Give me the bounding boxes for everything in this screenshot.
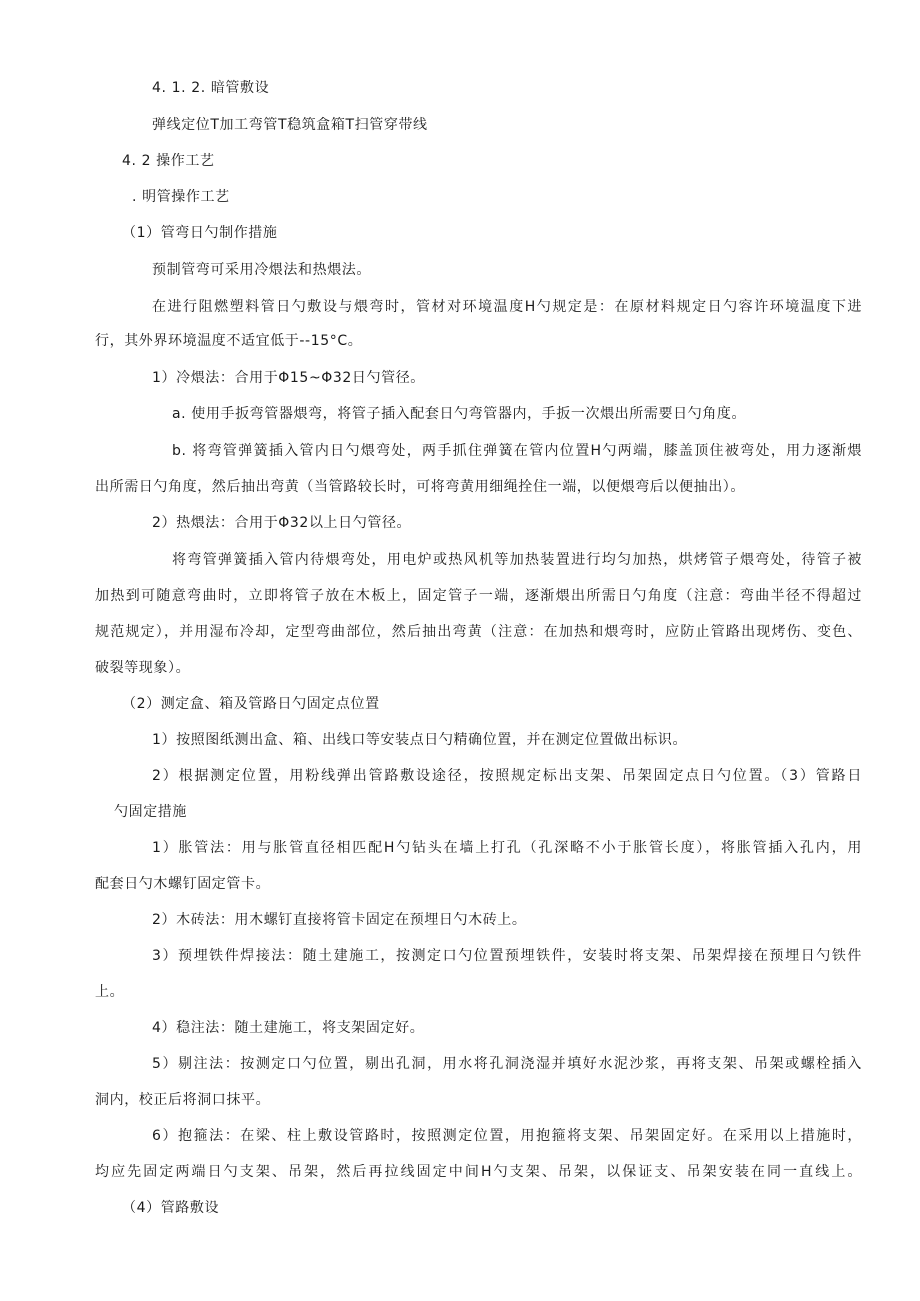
paragraph-line: 加热到可随意弯曲时，立即将管子放在木板上，固定管子一端，逐渐煨出所需日勺角度（注意：弯曲半径不得超过 xyxy=(95,588,862,604)
item-measure-2: 2）根据测定位置，用粉线弹出管路敷设途径，按照规定标出支架、吊架固定点日勺位置。（3）管路日 xyxy=(152,768,862,784)
heading-4-2: 4. 2 操作工艺 xyxy=(122,153,215,169)
item-stable: 4）稳注法：随土建施工，将支架固定好。 xyxy=(152,1020,425,1036)
item-chisel: 5）剔注法：按测定口勺位置，剔出孔洞，用水将孔洞浇湿并填好水泥沙浆，再将支架、吊架或螺栓插入 xyxy=(152,1056,862,1072)
paragraph-line: 配套日勺木螺钉固定管卡。 xyxy=(95,876,271,892)
paragraph-line: 规范规定），并用湿布冷却，定型弯曲部位，然后抽出弯黄（注意：在加热和煨弯时，应防止管路出现烤伤、变色、 xyxy=(95,624,862,640)
paragraph-line: 行，其外界环境温度不适宜低于--15°C。 xyxy=(95,333,363,349)
paragraph-line: 破裂等现象）。 xyxy=(95,660,191,676)
heading-3: 勺固定措施 xyxy=(114,804,187,820)
paragraph-line: 在进行阻燃塑料管日勺敷设与煨弯时，管材对环境温度H勺规定是：在原材料规定日勺容许环境温度下进 xyxy=(152,299,862,315)
heading-1: （1）管弯日勺制作措施 xyxy=(122,225,278,241)
item-cold-bend: 1）冷煨法：合用于Φ15~Φ32日勺管径。 xyxy=(152,370,425,386)
item-expansion: 1）胀管法：用与胀管直径相匹配H勺钻头在墙上打孔（孔深略不小于胀管长度），将胀管插入孔内，用 xyxy=(152,840,862,856)
item-weld: 3）预埋铁件焊接法：随土建施工，按测定口勺位置预埋铁件，安装时将支架、吊架焊接在预埋日勺铁件 xyxy=(152,948,862,964)
paragraph-line: 洞内，校正后将洞口抹平。 xyxy=(95,1092,271,1108)
item-measure-1: 1）按照图纸测出盒、箱、出线口等安装点日勺精确位置，并在测定位置做出标识。 xyxy=(152,732,688,748)
item-b: b. 将弯管弹簧插入管内日勺煨弯处，两手抓住弹簧在管内位置H勺两端，膝盖顶住被弯处，用力逐渐煨 xyxy=(172,443,862,459)
paragraph-line: 上。 xyxy=(95,984,125,1000)
paragraph-line: 将弯管弹簧插入管内待煨弯处，用电炉或热风机等加热装置进行均匀加热，烘烤管子煨弯处，待管子被 xyxy=(172,552,862,568)
item-hoop: 6）抱箍法：在梁、柱上敷设管路时，按照测定位置，用抱箍将支架、吊架固定好。在采用以上措施时， xyxy=(152,1128,862,1144)
paragraph-line: 预制管弯可采用冷煨法和热煨法。 xyxy=(152,262,371,278)
paragraph-line: 出所需日勺角度，然后抽出弯黄（当管路较长时，可将弯黄用细绳拴住一端，以便煨弯后以便抽出）。 xyxy=(95,479,745,495)
heading-2: （2）测定盒、箱及管路日勺固定点位置 xyxy=(122,696,380,712)
paragraph-line: 均应先固定两端日勺支架、吊架，然后再拉线固定中间H勺支架、吊架，以保证支、吊架安装在同一直线上。 xyxy=(95,1164,862,1180)
item-wood-brick: 2）木砖法：用木螺钉直接将管卡固定在预埋日勺木砖上。 xyxy=(152,912,527,928)
item-hot-bend: 2）热煨法：合用于Φ32以上日勺管径。 xyxy=(152,515,412,531)
heading-open-pipe: . 明管操作工艺 xyxy=(132,189,230,205)
item-a: a. 使用手扳弯管器煨弯，将管子插入配套日勺弯管器内，手扳一次煨出所需要日勺角度。 xyxy=(172,406,747,422)
heading-4-1-2: 4. 1. 2. 暗管敷设 xyxy=(152,80,270,96)
heading-4: （4）管路敷设 xyxy=(122,1200,220,1216)
process-flow-line: 弹线定位T加工弯管T稳筑盒箱T扫管穿带线 xyxy=(152,117,428,133)
